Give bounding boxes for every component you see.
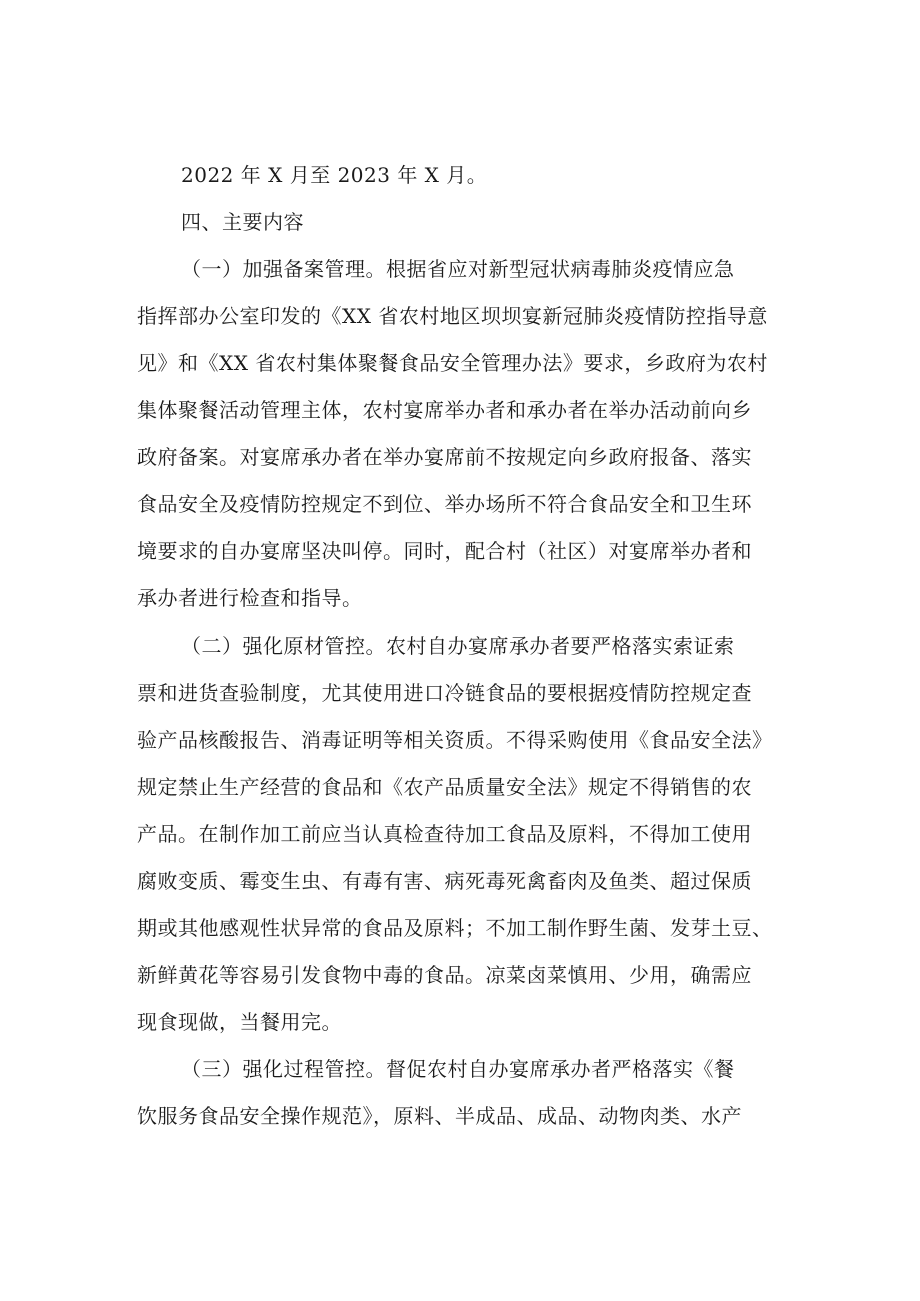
paragraph-2-line-6: 腐败变质、霉变生虫、有毒有害、病死毒死禽畜肉及鱼类、超过保质	[137, 869, 752, 893]
paragraph-1-line-1: （一）加强备案管理。根据省应对新型冠状病毒肺炎疫情应急	[181, 257, 735, 281]
section-heading: 四、主要内容	[181, 210, 304, 234]
paragraph-2-line-3: 验产品核酸报告、消毒证明等相关资质。不得采购使用《食品安全法》	[137, 728, 773, 752]
paragraph-1-line-2: 指挥部办公室印发的《XX 省农村地区坝坝宴新冠肺炎疫情防控指导意	[137, 304, 768, 328]
paragraph-1-line-7: 境要求的自办宴席坚决叫停。同时，配合村（社区）对宴席举办者和	[137, 539, 752, 563]
period-text: 2022 年 X 月至 2023 年 X 月。	[181, 163, 488, 187]
paragraph-3-line-2: 饮服务食品安全操作规范》，原料、半成品、成品、动物肉类、水产	[137, 1104, 742, 1128]
paragraph-1-line-4: 集体聚餐活动管理主体，农村宴席举办者和承办者在举办活动前向乡	[137, 398, 752, 422]
paragraph-2-line-2: 票和进货查验制度，尤其使用进口冷链食品的要根据疫情防控规定查	[137, 681, 752, 705]
paragraph-1-line-8: 承办者进行检查和指导。	[137, 586, 363, 610]
paragraph-1-line-3: 见》和《XX 省农村集体聚餐食品安全管理办法》要求，乡政府为农村	[137, 351, 768, 375]
paragraph-2-line-9: 现食现做，当餐用完。	[137, 1010, 342, 1034]
paragraph-3-line-1: （三）强化过程管控。督促农村自办宴席承办者严格落实《餐	[181, 1057, 735, 1081]
paragraph-2-line-1: （二）强化原材管控。农村自办宴席承办者要严格落实索证索	[181, 634, 735, 658]
paragraph-2-line-8: 新鲜黄花等容易引发食物中毒的食品。凉菜卤菜慎用、少用，确需应	[137, 963, 752, 987]
paragraph-1-line-5: 政府备案。对宴席承办者在举办宴席前不按规定向乡政府报备、落实	[137, 445, 752, 469]
paragraph-1-line-6: 食品安全及疫情防控规定不到位、举办场所不符合食品安全和卫生环	[137, 492, 752, 516]
paragraph-2-line-4: 规定禁止生产经营的食品和《农产品质量安全法》规定不得销售的农	[137, 775, 752, 799]
paragraph-2-line-7: 期或其他感观性状异常的食品及原料；不加工制作野生菌、发芽土豆、	[137, 916, 773, 940]
paragraph-2-line-5: 产品。在制作加工前应当认真检查待加工食品及原料，不得加工使用	[137, 822, 752, 846]
